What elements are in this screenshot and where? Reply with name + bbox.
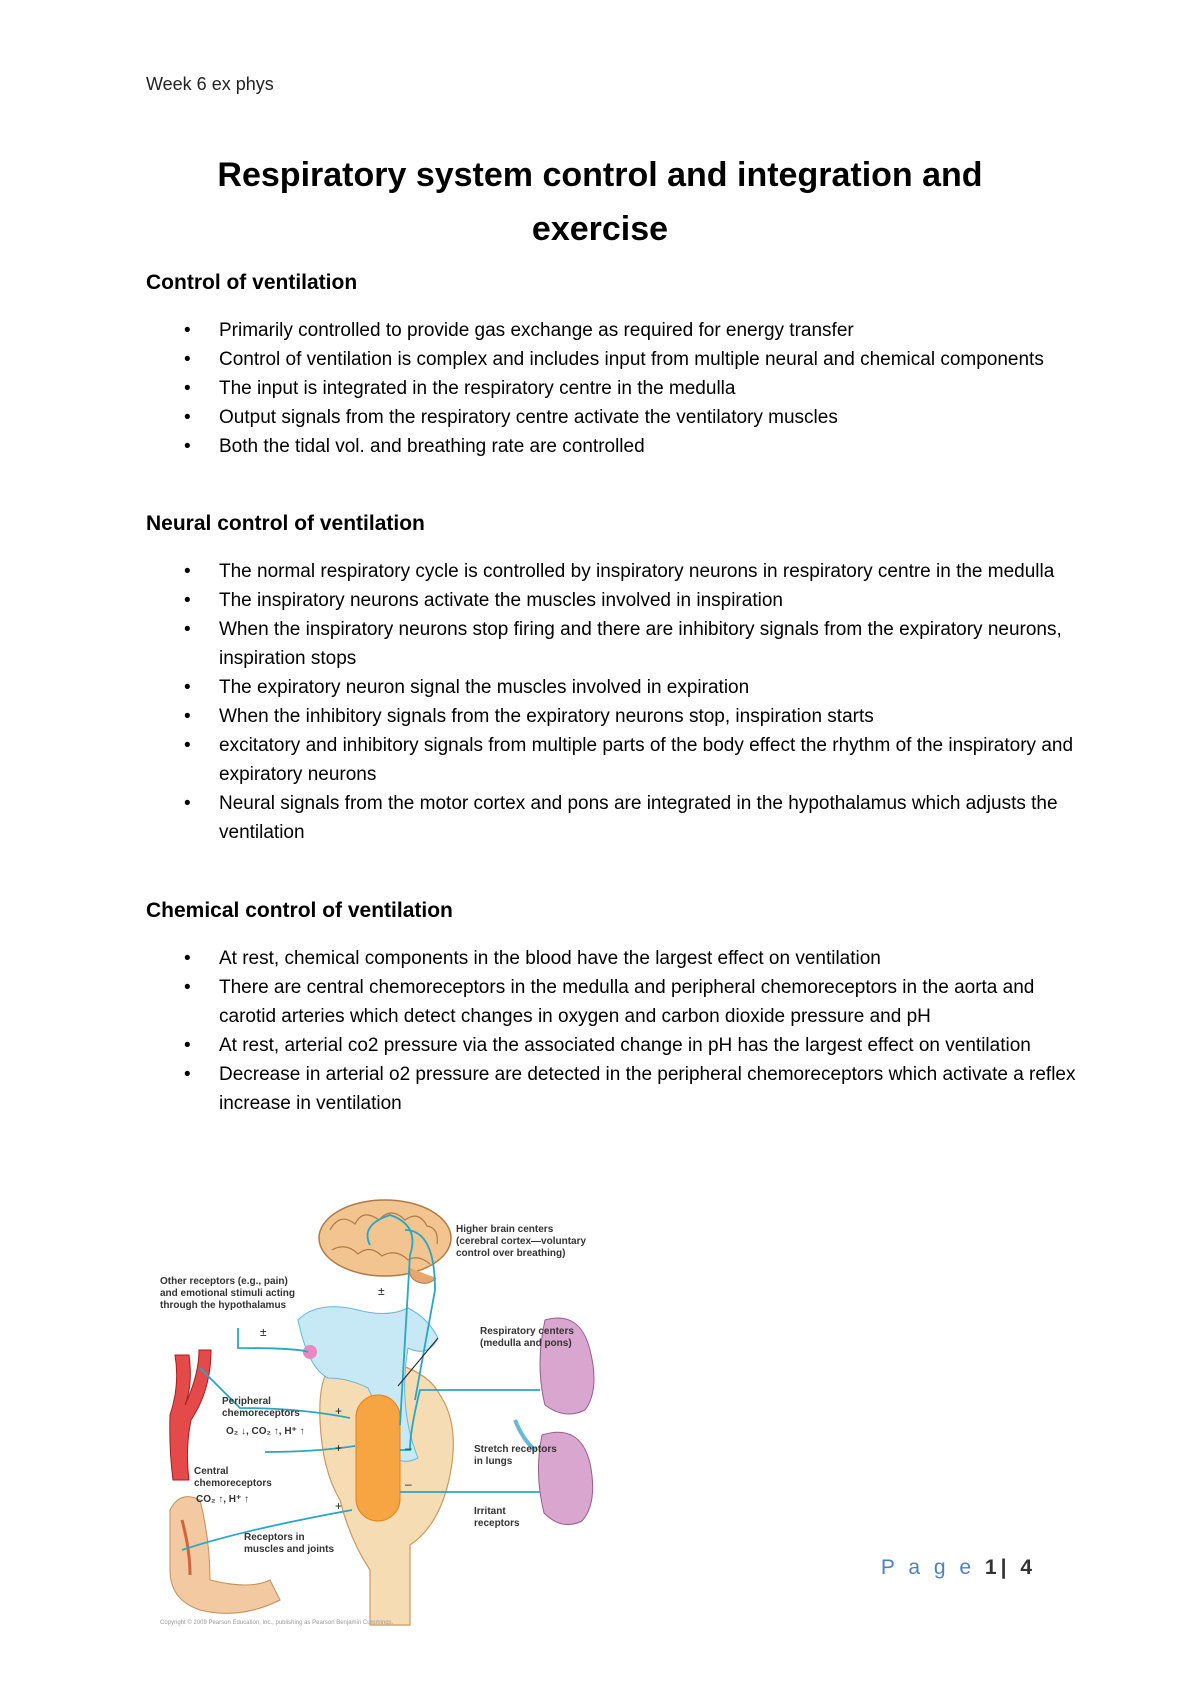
label-central: CO₂ ↑, H⁺ ↑: [196, 1494, 250, 1505]
sign-plus: +: [335, 1499, 343, 1513]
list-item: • Output signals from the respiratory centre activate the ventilatory muscles: [146, 403, 1076, 432]
section-heading-chemical: Chemical control of ventilation: [146, 899, 453, 922]
bullet-list-control: [146, 316, 1076, 461]
label-respiratory-centers: (medulla and pons): [480, 1338, 572, 1349]
label-peripheral: O₂ ↓, CO₂ ↑, H⁺ ↑: [226, 1426, 305, 1437]
label-irritant: receptors: [474, 1518, 520, 1529]
respiratory-control-diagram: [160, 1190, 630, 1630]
label-respiratory-centers: Respiratory centers: [480, 1326, 574, 1337]
sign-plus: +: [335, 1441, 343, 1455]
label-stretch: Stretch receptors: [474, 1444, 557, 1455]
label-other-receptors: through the hypothalamus: [160, 1300, 287, 1311]
label-higher-brain: control over breathing): [456, 1248, 566, 1259]
list-item: • The inspiratory neurons activate the muscles involved in inspiration: [146, 586, 1076, 615]
sign-plus: +: [335, 1404, 343, 1418]
label-higher-brain: (cerebral cortex—voluntary: [456, 1236, 587, 1247]
page-separator: |: [1000, 1556, 1011, 1579]
sign-plus-minus: ±: [378, 1284, 385, 1298]
figure-copyright: Copyright © 2009 Pearson Education, Inc., publishing as Pearson Benjamin Cummings.: [160, 1620, 394, 1626]
section-heading-neural: Neural control of ventilation: [146, 512, 425, 535]
label-stretch: in lungs: [474, 1456, 513, 1467]
list-item: • There are central chemoreceptors in the medulla and peripheral chemoreceptors in the aorta and carotid arteries which detect changes in oxygen and carbon dioxide pressure and pH: [146, 973, 1076, 1031]
list-item: • The expiratory neuron signal the muscles involved in expiration: [146, 673, 1076, 702]
label-peripheral: chemoreceptors: [222, 1408, 300, 1419]
list-item: • Decrease in arterial o2 pressure are detected in the peripheral chemoreceptors which activate a reflex increase in ventilation: [146, 1060, 1076, 1118]
label-muscles: muscles and joints: [244, 1544, 335, 1555]
respiratory-center-shape: [356, 1395, 400, 1521]
list-item: • When the inspiratory neurons stop firing and there are inhibitory signals from the expiratory neurons, inspiration stops: [146, 615, 1076, 673]
list-item: • At rest, chemical components in the blood have the largest effect on ventilation: [146, 944, 1076, 973]
label-irritant: Irritant: [474, 1506, 506, 1517]
section-heading-control: Control of ventilation: [146, 271, 358, 294]
bullet-list-chemical: [146, 944, 1076, 1118]
sign-plus-minus: ±: [260, 1325, 267, 1339]
sign-minus: –: [405, 1477, 412, 1491]
list-item: • The input is integrated in the respiratory centre in the medulla: [146, 374, 1076, 403]
arm-icon: [170, 1497, 280, 1614]
list-item: • Both the tidal vol. and breathing rate are controlled: [146, 432, 1076, 461]
list-item: • When the inhibitory signals from the expiratory neurons stop, inspiration starts: [146, 702, 1076, 731]
list-item: • At rest, arterial co2 pressure via the associated change in pH has the largest effect on ventilation: [146, 1031, 1076, 1060]
label-other-receptors: Other receptors (e.g., pain): [160, 1276, 288, 1287]
page-total: 4: [1020, 1556, 1036, 1579]
page-footer: [881, 1556, 1036, 1580]
page-title: Respiratory system control and integration and exercise: [217, 156, 983, 248]
list-item: • Control of ventilation is complex and includes input from multiple neural and chemical components: [146, 345, 1076, 374]
sign-minus: –: [405, 1441, 412, 1455]
respiratory-control-figure: [160, 1190, 630, 1630]
page-current: 1: [984, 1556, 1001, 1579]
label-muscles: Receptors in: [244, 1532, 305, 1543]
label-other-receptors: and emotional stimuli acting: [160, 1288, 296, 1299]
list-item: • The normal respiratory cycle is controlled by inspiratory neurons in respiratory centre in the medulla: [146, 557, 1076, 586]
label-higher-brain: Higher brain centers: [456, 1224, 554, 1235]
list-item: • excitatory and inhibitory signals from multiple parts of the body effect the rhythm of the inspiratory and expiratory neurons: [146, 731, 1076, 789]
artery-icon: [170, 1350, 211, 1480]
page-word: P a g e: [880, 1556, 976, 1579]
brain-icon: [319, 1200, 451, 1283]
label-central: Central: [194, 1466, 229, 1477]
label-peripheral: Peripheral: [222, 1396, 271, 1407]
document-header: Week 6 ex phys: [146, 74, 274, 94]
list-item: • Neural signals from the motor cortex and pons are integrated in the hypothalamus which adjusts the ventilation: [146, 789, 1076, 847]
list-item: • Primarily controlled to provide gas exchange as required for energy transfer: [146, 316, 1076, 345]
label-central: chemoreceptors: [194, 1478, 272, 1489]
bullet-list-neural: [146, 557, 1076, 847]
